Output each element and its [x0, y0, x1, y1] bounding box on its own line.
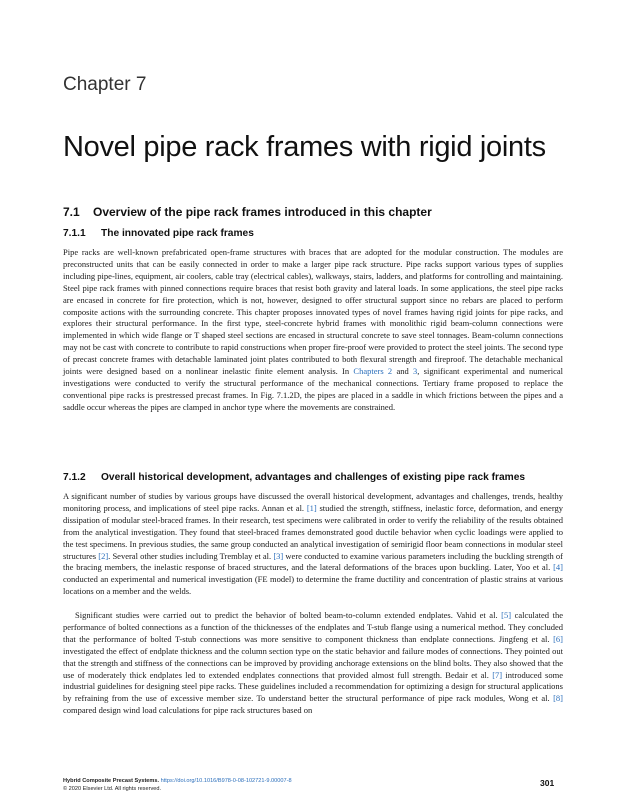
book-title: Hybrid Composite Precast Systems.	[63, 778, 160, 784]
reference-link-4[interactable]: [4]	[553, 562, 563, 573]
subsection-number-2: 7.1.2	[63, 472, 86, 483]
section-heading	[63, 205, 432, 219]
text-run: investigated the effect of endplate thickness and the column section type on the static behavior and failure modes of connections. They pointed out that the strength and stiffness of the connections can be improved by providing anchorage extensions on the blind bolts. They also showed that the use of moderately thick endplates led to extended endplates connections that provided almost full strength. Bedair et al.	[63, 645, 563, 680]
reference-link-2[interactable]: [2]	[98, 550, 109, 561]
subsection-number-1: 7.1.1	[63, 228, 86, 239]
copyright: © 2020 Elsevier Ltd. All rights reserved.	[63, 786, 162, 792]
chapter-label: Chapter 7	[63, 74, 147, 95]
subsection-heading-2	[63, 472, 525, 483]
text-run: , significant experimental and numerical investigations were conducted to verify the structural performance of the mechanical connections. Tertiary frame proposed to replace the conventional pipe racks is prestressed precast frames. In Fig. 7.1.2D, the pipes are placed in a saddle in which frictions between the pipes and a saddle occur whereas the pipes are clamped in anchor type where the movements are constrained.	[63, 366, 563, 412]
text-run: studied the strength, stiffness, inelastic force, deformation, and energy dissipation of modular steel-braced frames. In their research, test specimens were calibrated in order to verify the reliability of the results obtained from the analytical investigation. They found that steel-braced frames demonstrated good ductile behavior when cyclic loadings were applied to the test specimens. In previous studies, the same group conducted an analytical investigation of semirigid floor beam connections in modular steel structures	[63, 502, 563, 561]
paragraph-innovated-frames	[63, 247, 563, 414]
reference-link-8[interactable]: [8]	[553, 693, 563, 704]
section-title: Overview of the pipe rack frames introduced in this chapter	[93, 205, 432, 219]
text-run: were conducted to examine various parameters including the buckling strength of the bracing members, the inelastic response of braced structures, and the lateral deformations of the braces upon buckling. Later, Yoo et al.	[63, 550, 564, 573]
subsection-title-1: The innovated pipe rack frames	[101, 228, 254, 239]
reference-link-5[interactable]: [5]	[501, 610, 512, 620]
text-run: Pipe racks are well-known prefabricated open-frame structures with braces that are adopted for the modular construction. The modules are preconstructed units that can be easily connected in order to make a larger pipe rack structure. Pipe racks support various types of supplies including pipe-lines, equipment, air coolers, cable tray (electrical cables), walkways, stairs, ladders, and platforms for controlling and maintaining. Steel pipe rack frames with pinned connections require braces that resist both gravity and lateral loads. In some applications, the steel pipe racks are encased in concrete for fire protection, which is not, however, designed to offer structural support since no rebars are placed to perform composite actions with the surrounding concrete. This chapter proposes innovated types of novel frames having rigid joints for pipe racks, and explores their structural performance. In the first type, steel-concrete hybrid frames with monolithic rigid beam-column connections were implemented in which wide flange or T shaped steel sections are encased in structural concrete to save steel tonnages. Beam-column connections may not be cast with concrete to contribute to rapid constructions when proper fire-proof were provided to protect the steel joints. The second type of precast concrete frames with detachable laminated joint plates contributed to both flexural strength and fireproof. The detachable mechanical joints were designed based on a nonlinear inelastic finite element analysis. In	[63, 247, 563, 377]
subsection-heading-1	[63, 228, 254, 239]
reference-link-3[interactable]: [3]	[273, 550, 284, 561]
reference-link-1[interactable]: [1]	[306, 502, 317, 513]
paragraph-historical-1	[63, 491, 563, 598]
text-run: compared design wind load calculations for pipe rack structures based on	[63, 705, 313, 716]
text-run: introduced some industrial guidelines for designing steel pipe racks. These guidelines included a recommendation for optimizing a design for structural applications by refraining from the use of excessive member size. To understand better the structural performance of pipe rack modules, Wong et al.	[63, 669, 563, 704]
text-run: Significant studies were carried out to predict the behavior of bolted beam-to-column extended endplates. Vahid et al.	[75, 610, 502, 620]
link-chapter-2[interactable]: Chapters 2	[353, 366, 393, 377]
link-chapter-3[interactable]: 3	[413, 366, 418, 377]
reference-link-6[interactable]: [6]	[553, 633, 563, 644]
text-run: A significant number of studies by various groups have discussed the overall historical development, advantages and challenges, trends, healthy monitoring process, and implications of steel pipe racks. Annan et al.	[63, 491, 563, 513]
text-run: . Several other studies including Tremblay et al.	[108, 550, 274, 561]
page-number: 301	[540, 778, 555, 788]
section-number: 7.1	[63, 205, 80, 219]
subsection-title-2: Overall historical development, advantages and challenges of existing pipe rack frames	[101, 472, 526, 483]
paragraph-historical-2	[63, 610, 563, 717]
chapter-title: Novel pipe rack frames with rigid joints	[63, 131, 546, 163]
text-run: conducted an experimental and numerical investigation (FE model) to determine the frame ductility and concentration of plastic strains at various locations on a member and the welds.	[63, 574, 563, 597]
footer-citation	[63, 777, 292, 793]
reference-link-7[interactable]: [7]	[492, 669, 503, 680]
doi-link[interactable]: https://doi.org/10.1016/B978-0-08-102721-9.00007-8	[160, 778, 292, 784]
text-run: calculated the performance of bolted connections as a function of the thicknesses of the endplates and T-stub flange using a numerical method. They concluded that the performance of bolted T-stub connections was more sensitive to component thickness than endplate connections. Jingfeng et al.	[63, 610, 563, 644]
text-run: and	[392, 366, 413, 377]
